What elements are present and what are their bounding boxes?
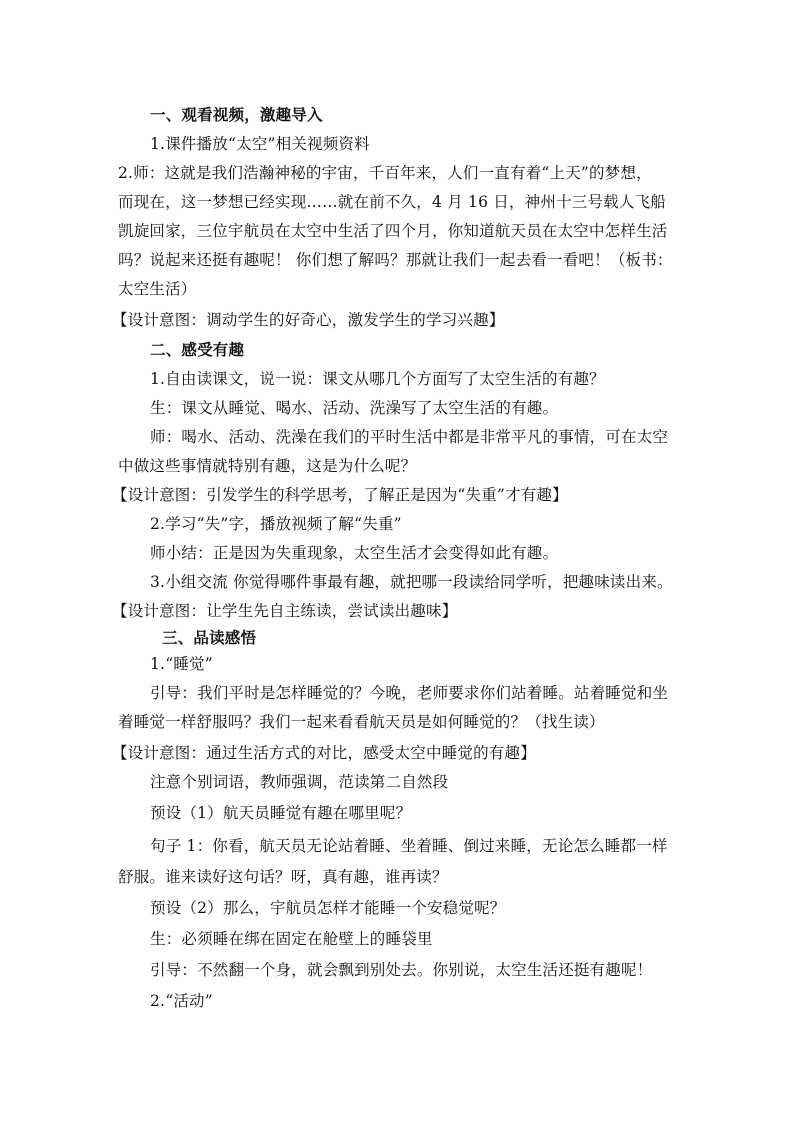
paragraph: 1.自由读课文，说一说：课文从哪几个方面写了太空生活的有趣？ bbox=[150, 370, 605, 388]
design-intent: 【设计意图：调动学生的好奇心，激发学生的学习兴趣】 bbox=[112, 311, 505, 329]
paragraph: 舒服。谁来读好这句话？呀，真有趣，谁再读？ bbox=[118, 868, 448, 886]
paragraph: 太空生活） bbox=[118, 280, 197, 298]
paragraph: 3.小组交流 你觉得哪件事最有趣，就把哪一段读给同学听，把趣味读出来。 bbox=[150, 573, 673, 591]
design-intent: 【设计意图：通过生活方式的对比，感受太空中睡觉的有趣】 bbox=[112, 744, 536, 762]
paragraph: 师：喝水、活动、洗澡在我们的平时生活中都是非常平凡的事情，可在太空 bbox=[150, 428, 669, 446]
paragraph: 1.“睡觉” bbox=[150, 655, 213, 673]
paragraph: 而现在，这一梦想已经实现……就在前不久，4 月 16 日，神州十三号载人飞船 bbox=[118, 193, 666, 211]
paragraph: 生：必须睡在绑在固定在舱壁上的睡袋里 bbox=[150, 930, 433, 948]
paragraph: 着睡觉一样舒服吗？我们一起来看看航天员是如何睡觉的？（找生读） bbox=[118, 713, 605, 731]
paragraph: 吗？说起来还挺有趣呢！ 你们想了解吗？那就让我们一起去看一看吧！（板书： bbox=[118, 251, 673, 269]
paragraph: 句子 1：你看，航天员无论站着睡、坐着睡、倒过来睡，无论怎么睡都一样 bbox=[150, 837, 668, 855]
design-intent: 【设计意图：引发学生的科学思考，了解正是因为“失重”才有趣】 bbox=[112, 486, 568, 504]
section-heading-3: 三、品读感悟 bbox=[162, 628, 257, 647]
paragraph: 1.课件播放“太空”相关视频资料 bbox=[150, 135, 370, 153]
paragraph: 生：课文从睡觉、喝水、活动、洗澡写了太空生活的有趣。 bbox=[150, 399, 559, 417]
section-heading-2: 二、感受有趣 bbox=[150, 340, 245, 359]
design-intent: 【设计意图：让学生先自主练读，尝试读出趣味】 bbox=[112, 602, 458, 620]
paragraph: 师小结：正是因为失重现象，太空生活才会变得如此有趣。 bbox=[150, 544, 559, 562]
paragraph: 注意个别词语，教师强调，范读第二自然段 bbox=[150, 773, 449, 791]
section-heading-1: 一、观看视频，激趣导入 bbox=[150, 105, 323, 124]
paragraph: 引导：我们平时是怎样睡觉的？今晚，老师要求你们站着睡。站着睡觉和坐 bbox=[150, 684, 669, 702]
paragraph: 预设（2）那么，宇航员怎样才能睡一个安稳觉呢？ bbox=[150, 899, 506, 917]
paragraph: 2.“活动” bbox=[150, 992, 213, 1010]
paragraph: 预设（1）航天员睡觉有趣在哪里呢？ bbox=[150, 804, 412, 822]
paragraph: 凯旋回家，三位宇航员在太空中生活了四个月，你知道航天员在太空中怎样生活 bbox=[118, 222, 668, 240]
paragraph: 中做这些事情就特别有趣，这是为什么呢？ bbox=[118, 457, 417, 475]
paragraph: 2.学习“失”字，播放视频了解“失重” bbox=[150, 515, 402, 533]
paragraph: 2.师：这就是我们浩瀚神秘的宇宙，千百年来，人们一直有着“上天”的梦想， bbox=[118, 164, 652, 182]
paragraph: 引导：不然翻一个身，就会飘到别处去。你别说，太空生活还挺有趣呢！ bbox=[150, 961, 653, 979]
